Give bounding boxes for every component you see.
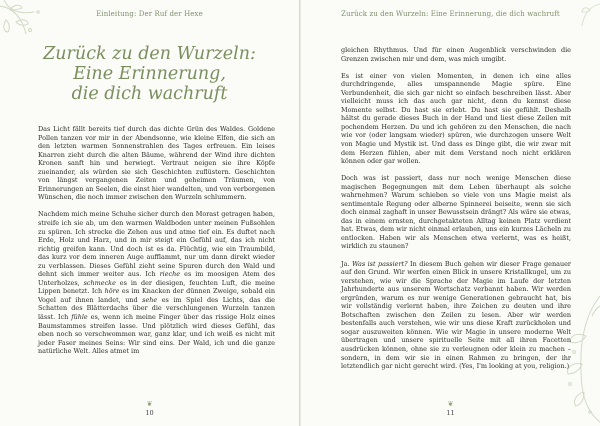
paragraph: Es ist einer von vielen Momenten, in denen ich eine alles durchdringende, alles umspannende Magie spüre. Eine Verbundenheit, die sich gar nicht so einfach beschreiben lässt. Aber vielleicht muss ich das auch gar nicht, denn du kennst diese Momente selbst. Du hast sie erlebt. Du hast sie gefühlt. Deshalb hältst du gerade dieses Buch in der Hand und liest diese Zeilen mit pochendem Herzen. Du und ich gehören zu den Menschen, die nach wie vor (oder langsam wieder) spüren, wie durchzogen unsere Welt von Magie und Mystik ist. Und dass es Dinge gibt, die wir zwar mit dem Herzen fühlen, aber mit dem Verstand noch nicht erklären können oder gar wollen.	[341, 71, 571, 166]
chapter-title	[40, 44, 259, 104]
paragraph: Ja. Was ist passiert? In diesem Buch gehen wir dieser Frage genauer auf den Grund. Wir werfen einen Blick in unsere Kristallkugel, um zu verstehen, wie wir die Sprache der Magie im Laufe der letzten Jahrhunderte aus unserem Wortschatz verbannt haben. Wir werden ergründen, warum es nur wenige Generationen gebraucht hat, bis wir vollständig verlernt haben, ihre Zeichen zu deuten und ihre Botschaften zwischen den Zeilen zu lesen. Aber wir werden bestenfalls auch verstehen, wie wir uns diese Kraft zurückholen und sogar auszuweiten können. Wie wir Magie in unsere moderne Welt übertragen und unsere spirituelle Seite mit all ihren Facetten ausdrücken können, ohne sie zu verleugnen oder klein zu machen – sondern, in dem wir sie in einen Rahmen zu bringen, der ihr letztendlich gar nicht gerecht wird. (Yes, I'm looking at you, religion.)	[341, 259, 571, 371]
paragraph: Nachdem mich meine Schuhe sicher durch den Morast getragen haben, streife ich sie ab, um den warmen Waldboden unter meinen Fußsohlen zu spüren. Ich strecke die Zehen aus und atme tief ein. Es duftet nach Erde, Holz und Harz, und in mir steigt ein Gefühl auf, das ich nicht richtig greifen kann. Und doch ist es da. Flüchtig, wie ein Traumbild, das kurz vor dem inneren Auge aufflammt, nur um dann direkt wieder zu verblassen. Dieses Gefühl zieht seine Spuren durch den Wald und dehnt sich immer weiter aus. Ich rieche es im moosigen Atem des Unterholzes, schmecke es in der diesigen, feuchten Luft, die meine Lippen benetzt. Ich höre es im Knacken der dünnen Zweige, sobald ein Vogel auf ihnen landet, und sehe es im Spiel des Lichts, das die Schatten des Blätterdachs über die verschlungenen Wurzeln tanzen lässt. Ich fühle es, wenn ich meine Finger über das rissige Holz eines Baumstammes streifen lasse. Und plötzlich wird dieses Gefühl, das eben noch so verschwommen war, ganz klar, und ich weiß es nicht mit jeder Faser meines Seins: Wir sind eins. Der Wald, ich und die ganze natürliche Welt. Alles atmet im	[38, 210, 275, 356]
body-text	[38, 125, 275, 356]
page-number: ❦ 10	[0, 400, 299, 417]
paragraph: Das Licht fällt bereits tief durch das dichte Grün des Waldes. Goldene Pollen tanzen vor mir in der Abendsonne, wie kleine Elfen, die sich an den letzten warmen Sonnenstrahlen des Tages erfreuen. Ein leises Knarren zieht durch die alten Bäume, während der Wind ihre dichten Kronen sanft hin und herwiegt. Vertraut neigen sie ihre Köpfe zueinander, als würden sie sich Geschichten zuflüstern. Geschichten von längst vergangenen Zeiten und geheimen Träumen, von Erinnerungen an Seelen, die einst hier wandelten, und von verborgenen Wünschen, die noch immer zwischen den Wurzeln schlummern.	[38, 125, 275, 202]
running-head: Einleitung: Der Ruf der Hexe	[96, 10, 203, 18]
body-text	[341, 46, 571, 371]
paragraph: gleichen Rhythmus. Und für einen Augenblick verschwinden die Grenzen zwischen mir und dem, was mich umgibt.	[341, 46, 571, 63]
page-number: ❦ 11	[301, 400, 600, 417]
paragraph: Doch was ist passiert, dass nur noch wenige Menschen diese magischen Begegnungen mit dem Leben überhaupt als solche wahrnehmen? Warum schieben so viele von uns Magie meist als sentimentale Regung oder alberne Spinnerei beiseite, wenn sie sich doch einmal zaghaft in unser Bewusstsein drängt? Als wäre sie etwas, das in einem ernsten, durchgetakteten Alltag keinen Platz verdient hat. Etwas, dem wir nicht einmal erlauben, uns ein kurzes Lächeln zu entlocken. Haben wir als Menschen etwa verlernt, was es heißt, wirklich zu staunen?	[341, 174, 571, 251]
chapter-title-line: die dich wachruft	[71, 84, 228, 104]
right-page	[300, 0, 600, 426]
chapter-title-line: Zurück zu den Wurzeln:	[43, 44, 256, 64]
leaf-ornament-icon: ❦	[447, 400, 454, 408]
leaf-ornament-icon: ❦	[146, 400, 153, 408]
floral-corner-ornament	[560, 0, 600, 40]
running-head: Zurück zu den Wurzeln: Eine Erinnerung, die dich wachruft	[341, 10, 560, 18]
chapter-title-line: Eine Erinnerung,	[73, 64, 226, 84]
